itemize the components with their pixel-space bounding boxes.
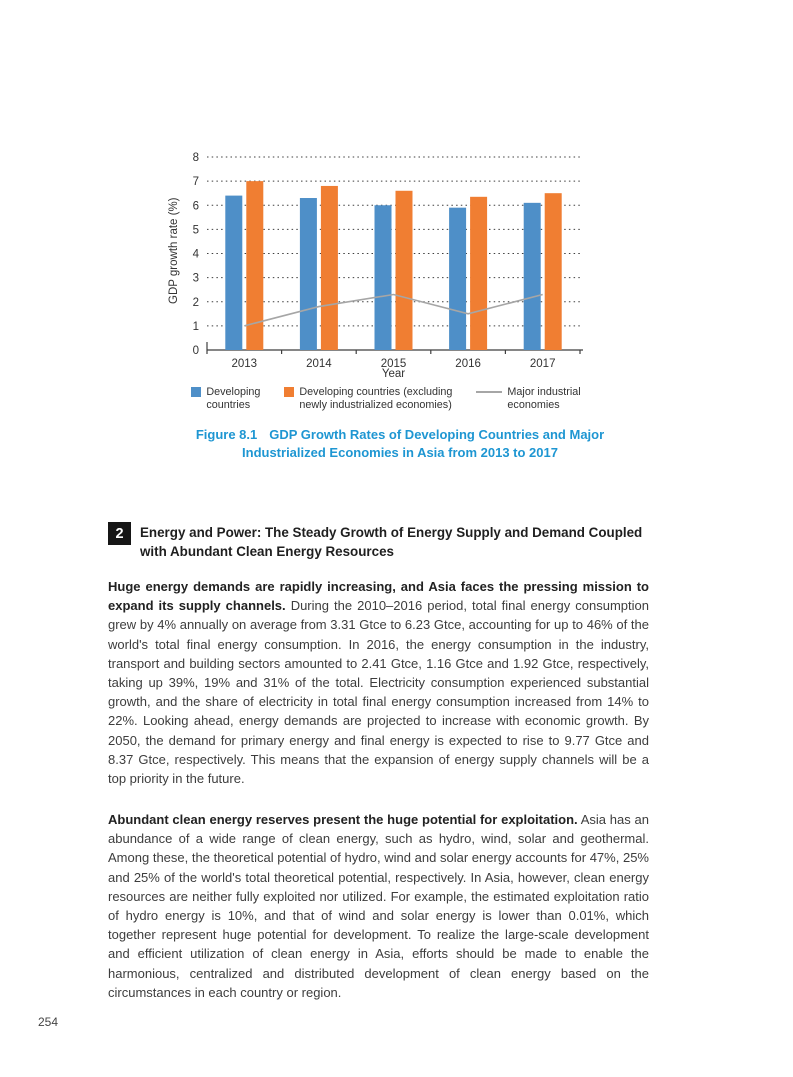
legend-label: Developing countries: [206, 386, 261, 411]
paragraph-lead: Huge energy demands are rapidly increasing, and Asia faces the pressing mission to expand its supply channels.: [108, 579, 649, 614]
orange-square-swatch-icon: [284, 387, 294, 397]
legend-label: Developing countries (excluding newly industrialized economies): [299, 386, 453, 411]
svg-text:6: 6: [192, 200, 199, 213]
svg-text:2015: 2015: [380, 358, 407, 370]
figure-caption-text: GDP Growth Rates of Developing Countries and Major Industrialized Economies in Asia from 2013 to 2017: [242, 427, 605, 460]
paragraph-clean-energy: [108, 810, 649, 1002]
svg-text:5: 5: [192, 224, 199, 237]
chart-y-axis-label: GDP growth rate (%): [168, 197, 180, 305]
paragraph-energy-demand: [108, 577, 649, 788]
legend-item-major-industrial: [476, 386, 580, 412]
svg-text:3: 3: [192, 272, 199, 285]
svg-text:2016: 2016: [455, 358, 481, 370]
svg-text:7: 7: [192, 176, 199, 189]
svg-text:2014: 2014: [306, 358, 332, 370]
figure-caption-label: Figure 8.1: [195, 427, 258, 442]
svg-text:0: 0: [192, 345, 199, 357]
svg-text:2013: 2013: [231, 358, 258, 370]
svg-text:4: 4: [192, 248, 199, 261]
legend-item-developing-countries: [191, 386, 260, 412]
gray-line-swatch-icon: [476, 391, 502, 393]
blue-square-swatch-icon: [191, 387, 201, 397]
page-number: 254: [38, 1015, 59, 1029]
paragraph-lead: Abundant clean energy reserves present the huge potential for exploitation.: [108, 812, 578, 827]
svg-text:8: 8: [192, 152, 199, 164]
svg-text:2017: 2017: [529, 358, 556, 370]
paragraph-body: During the 2010–2016 period, total final energy consumption grew by 4% annually on average from 3.31 Gtce to 6.23 Gtce, accounting for up to 46% of the world's total final energy consumption. In 2016, the energy consumption in the industry, transport and building sectors amounted to 2.41 Gtce, 1.16 Gtce and 1.92 Gtce, respectively, taking up 39%, 19% and 31% of the total. Electricity consumption experienced substantial growth, and the share of electricity in total final energy consumption increased from 14% to 22%. Looking ahead, energy demands are projected to increase with economic growth. By 2050, the demand for primary energy and final energy is expected to rise to 9.77 Gtce and 8.37 Gtce, respectively. This means that the expansion of energy supply channels will be a top priority in the future.: [108, 598, 649, 787]
svg-text:1: 1: [192, 320, 199, 333]
section-number-badge: 2: [108, 522, 131, 545]
section-title: Energy and Power: The Steady Growth of Energy Supply and Demand Coupled with Abundant Clean Energy Resources: [140, 525, 643, 559]
section-heading: [108, 522, 656, 561]
chart-x-axis-label: Year: [381, 368, 406, 380]
svg-text:2: 2: [192, 296, 199, 309]
legend-item-developing-excluding-nie: [284, 386, 452, 412]
gdp-growth-chart: [170, 145, 600, 380]
paragraph-body: Asia has an abundance of a wide range of clean energy, such as hydro, wind, solar and geothermal. Among these, the theoretical potential of hydro, wind and solar energy accounts for 47%, 25% and 25% of the world's total theoretical potential, respectively. In Asia, however, clean energy resources are neither fully exploited nor utilized. For example, the estimated exploitation ratio of hydro energy is 10%, and that of wind and solar energy is lower than 0.01%, which together represent huge potential for development. To realize the large-scale development and efficient utilization of clean energy in Asia, efforts should be made to enable the harmonious, centralized and distributed development of clean energy based on the circumstances in each country or region.: [108, 812, 649, 1000]
figure-caption: [160, 426, 640, 461]
legend-label: Major industrial economies: [507, 386, 581, 411]
chart-legend: [168, 386, 604, 412]
